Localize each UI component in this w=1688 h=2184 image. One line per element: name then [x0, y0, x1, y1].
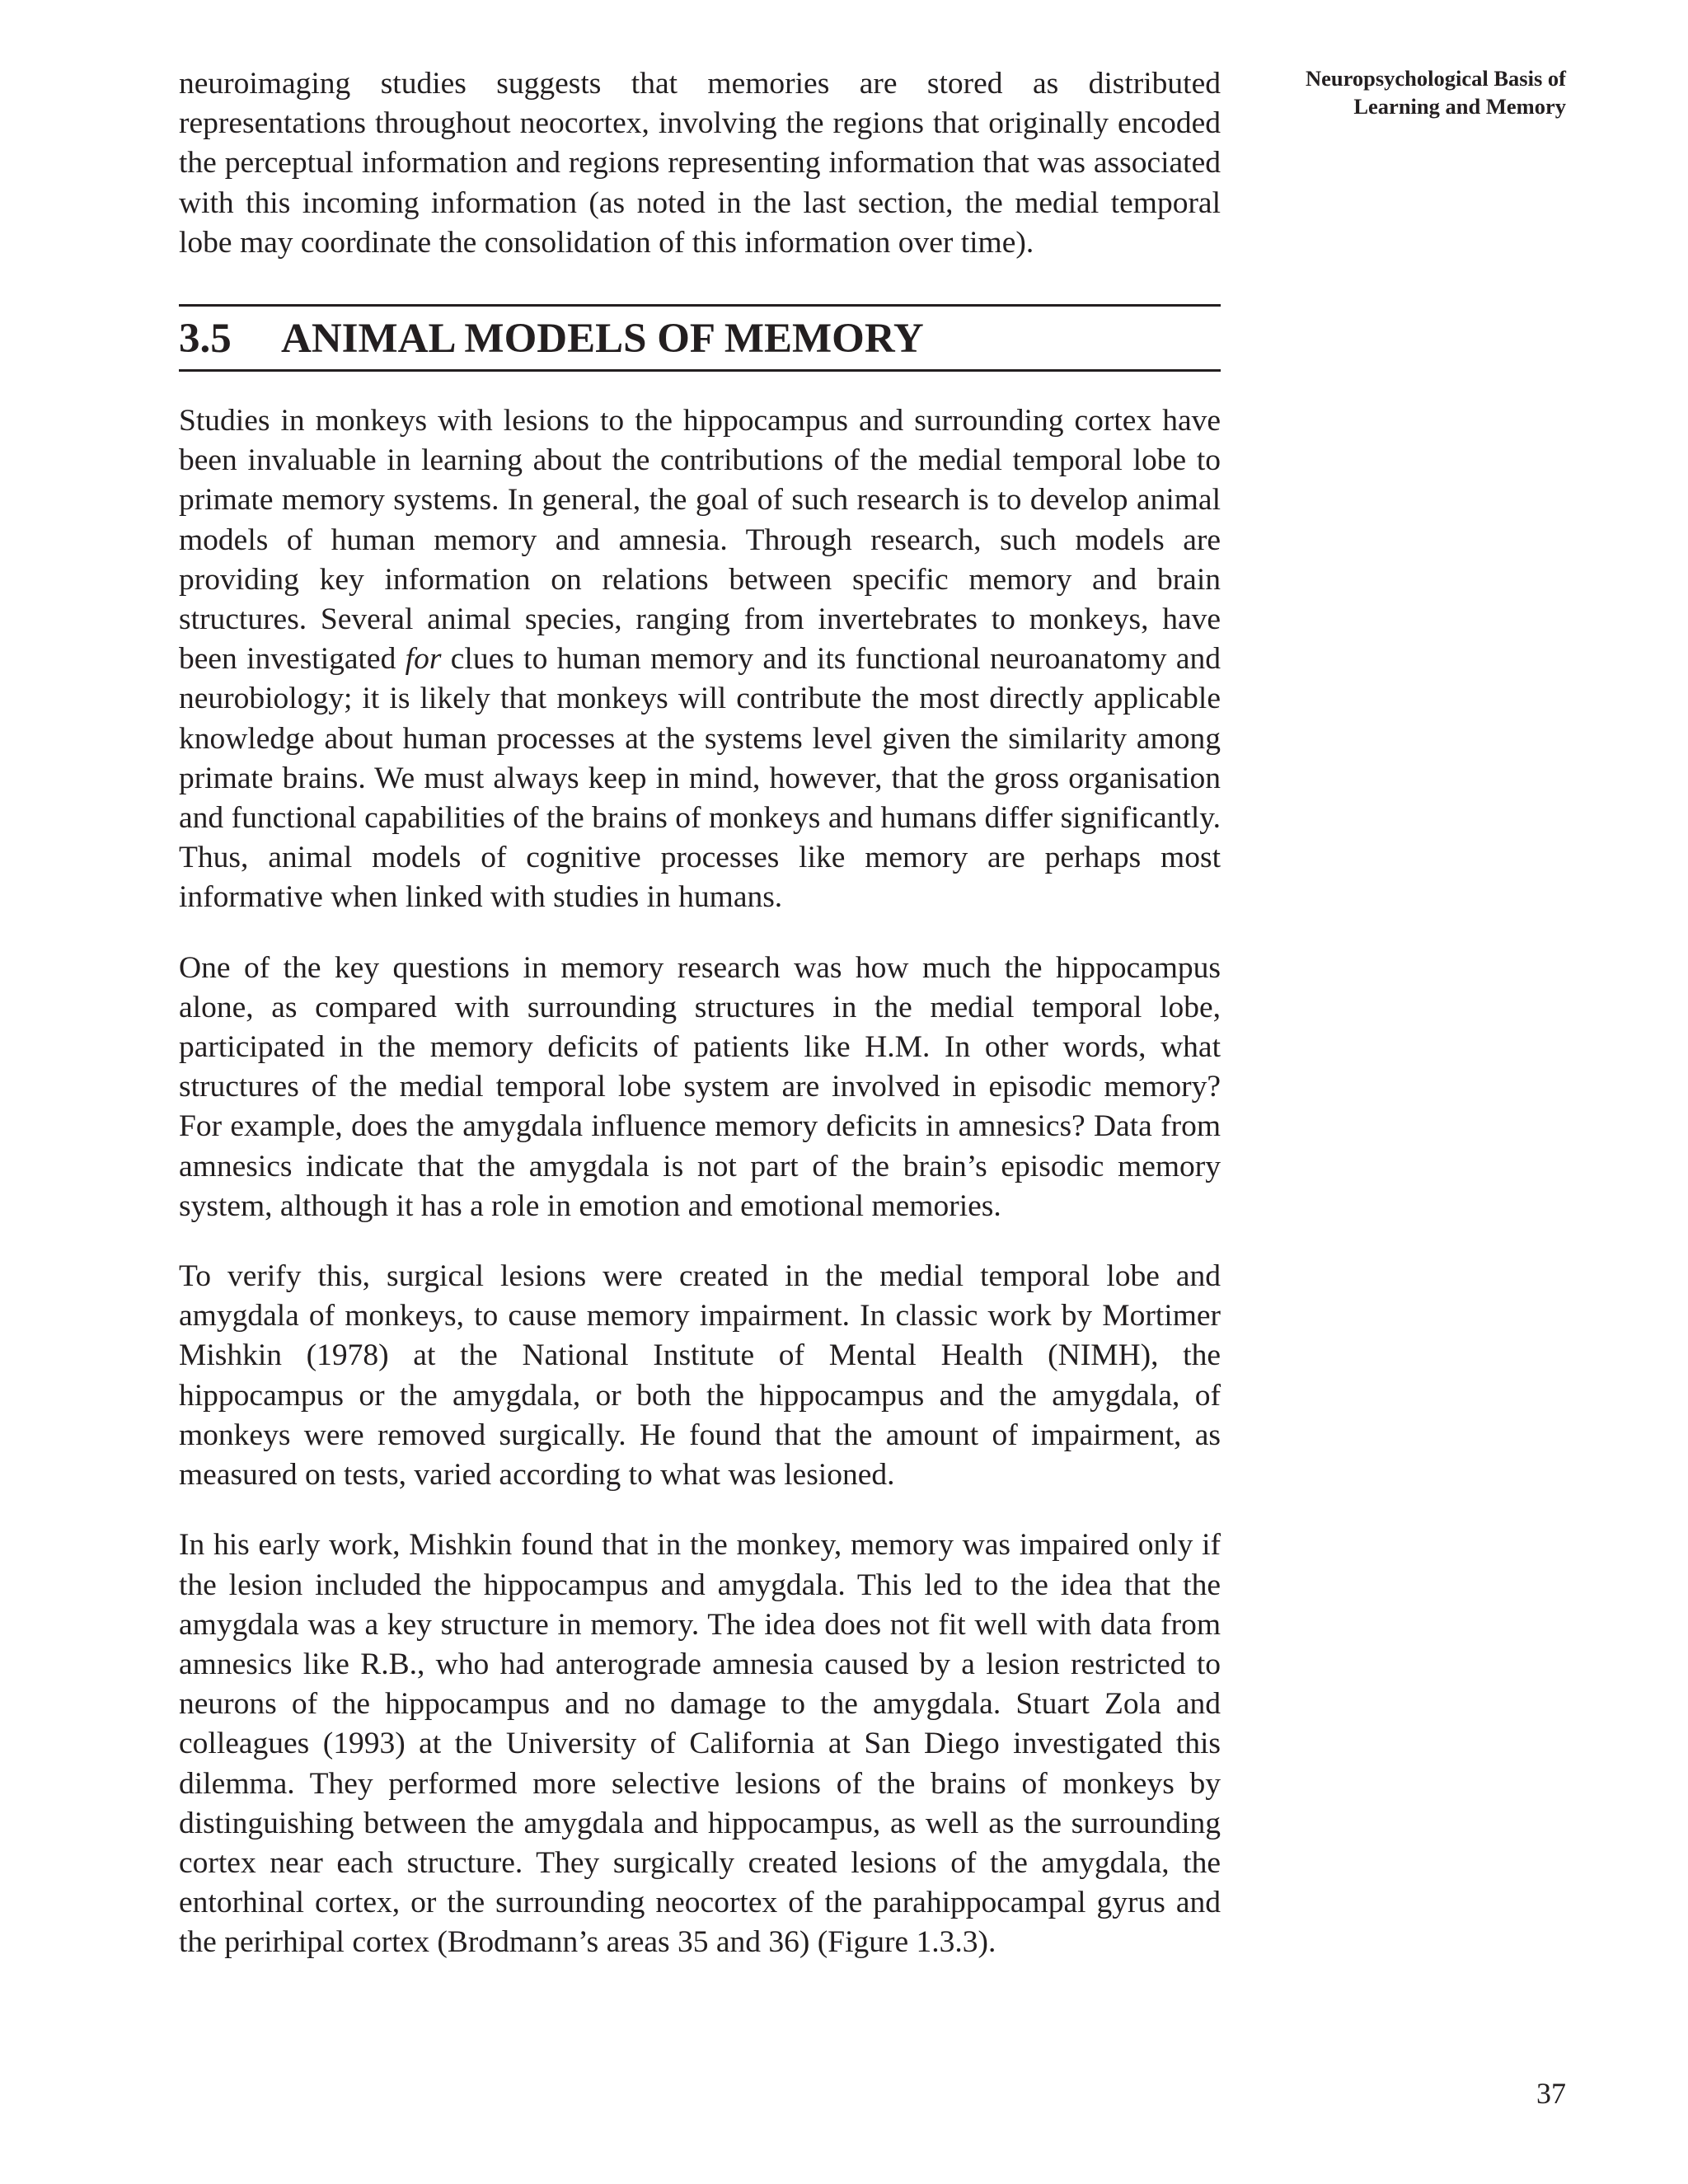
intro-paragraph: neuroimaging studies suggests that memories are stored as distributed representations throughout neocortex, involving the regions that originally encoded the perceptual information and regions representing information that was associated with this incoming information (as noted in the last section, the medial temporal lobe may coordinate the consolidation of this information over time). — [179, 67, 1221, 260]
running-header — [1220, 64, 1566, 120]
section-title: ANIMAL MODELS OF MEMORY — [281, 316, 924, 363]
body-paragraph-3: To verify this, surgical lesions were created in the medial temporal lobe and amygdala of monkeys, to cause memory impairment. In classic work by Mortimer Mishkin (1978) at the National Institute of Mental Health (NIMH), the hippocampus or the amygdala, or both the hippocampus and the amygdala, of monkeys were removed surgically. He found that the amount of impairment, as measured on tests, varied according to what was lesioned. — [179, 1259, 1221, 1493]
running-header-line2: Learning and Memory — [1353, 94, 1566, 119]
body-paragraph-2: One of the key questions in memory research was how much the hippocampus alone, as compared with surrounding structures in the medial temporal lobe, participated in the memory deficits of patients like H.M. In other words, what structures of the medial temporal lobe system are involved in episodic memory? For example, does the amygdala influence memory deficits in amnesics? Data from amnesics indicate that the amygdala is not part of the brain’s episodic memory system, although it has a role in emotion and emotional memories. — [179, 950, 1221, 1223]
section-number: 3.5 — [179, 316, 232, 363]
section-heading — [179, 304, 1221, 372]
paragraph-1-text-a: Studies in monkeys with lesions to the hippocampus and surrounding cortex have been invaluable in learning about the contributions of the medial temporal lobe to primate memory systems. In general, the goal of such research is to develop animal models of human memory and amnesia. Through research, such models are providing key information on relations between specific memory and brain structures. Several animal species, ranging from invertebrates to monkeys, have been investigated — [179, 404, 1221, 677]
main-text-column — [179, 64, 1221, 1963]
page-number: 37 — [1536, 2077, 1566, 2110]
paragraph-1-text-b: clues to human memory and its functional neuroanatomy and neurobiology; it is likely that monkeys will contribute the most directly applicable knowledge about human processes at the systems level given the similarity among primate brains. We must always keep in mind, however, that the gross organisation and functional capabilities of the brains of monkeys and humans differ significantly. Thus, animal models of cognitive processes like memory are perhaps most informative when linked with studies in humans. — [179, 642, 1221, 915]
running-header-line1: Neuropsychological Basis of — [1305, 66, 1566, 91]
paragraph-1-italic-word: for — [405, 642, 442, 677]
body-paragraph-1 — [179, 401, 1221, 918]
body-paragraph-4: In his early work, Mishkin found that in the monkey, memory was impaired only if the lesion included the hippocampus and amygdala. This led to the idea that the amygdala was a key structure in memory. The idea does not fit well with data from amnesics like R.B., who had anterograde amnesia caused by a lesion restricted to neurons of the hippocampus and no damage to the amygdala. Stuart Zola and colleagues (1993) at the University of California at San Diego investigated this dilemma. They performed more selective lesions of the brains of monkeys by distinguishing between the amygdala and hippocampus, as well as the surrounding cortex near each structure. They surgically created lesions of the amygdala, the entorhinal cortex, or the surrounding neocortex of the parahippocampal gyrus and the perirhipal cortex (Brodmann’s areas 35 and 36) (Figure 1.3.3). — [179, 1528, 1221, 1960]
